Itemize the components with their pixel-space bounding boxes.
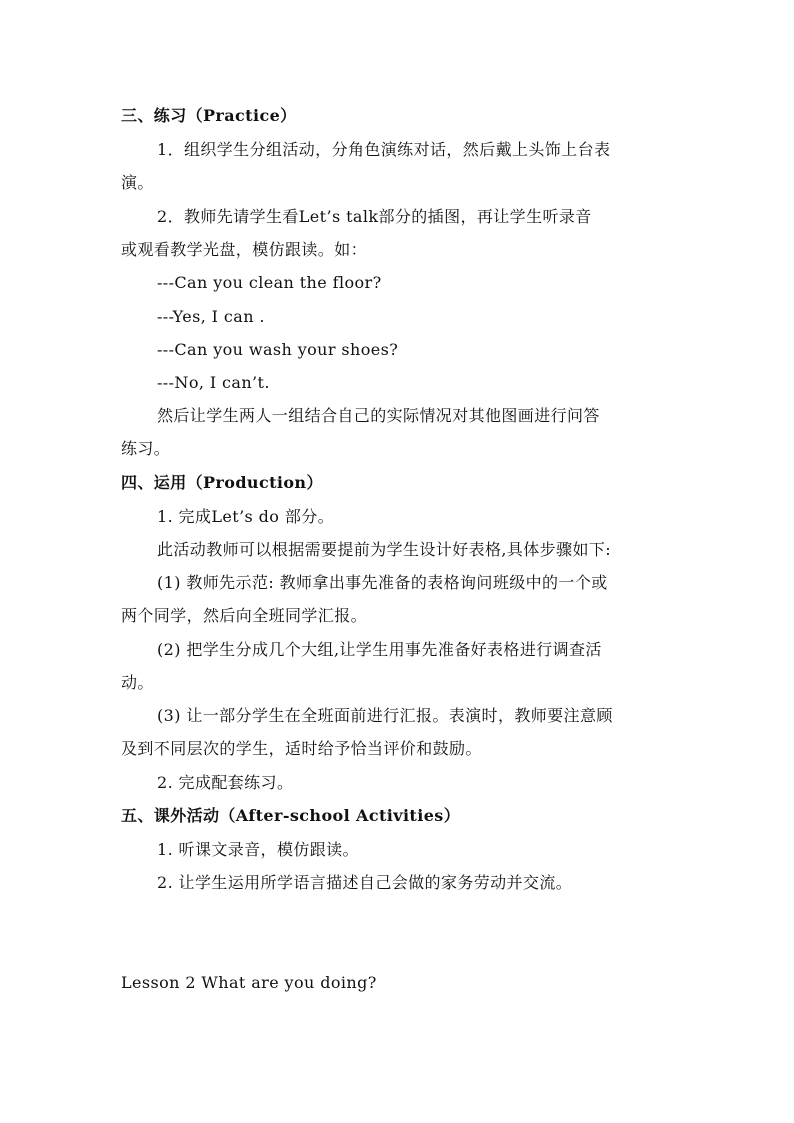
- practice-paragraph-line-1: 然后让学生两人一组结合自己的实际情况对其他图画进行问答: [157, 406, 600, 425]
- production-step-3-line-2: 及到不同层次的学生，适时给予恰当评价和鼓励。: [121, 739, 482, 758]
- production-intro: 此活动教师可以根据需要提前为学生设计好表格,具体步骤如下:: [157, 540, 612, 559]
- dialog-line: ---No, I can’t.: [157, 373, 270, 392]
- production-step-2-line-2: 动。: [121, 673, 154, 692]
- production-item-2: 2. 完成配套练习。: [157, 773, 294, 792]
- production-step-2-line-1: (2) 把学生分成几个大组,让学生用事先准备好表格进行调查活: [157, 640, 602, 659]
- after-school-item-2: 2. 让学生运用所学语言描述自己会做的家务劳动并交流。: [157, 873, 573, 892]
- practice-paragraph-line-2: 练习。: [121, 439, 171, 458]
- dialog-line: ---Can you clean the floor?: [157, 273, 382, 292]
- practice-item-1-line-1: 1．组织学生分组活动，分角色演练对话，然后戴上头饰上台表: [157, 140, 611, 159]
- practice-item-2-line-1: 2．教师先请学生看Let’s talk部分的插图，再让学生听录音: [157, 207, 592, 226]
- dialog-line: ---Can you wash your shoes?: [157, 340, 399, 359]
- lesson-title: Lesson 2 What are you doing?: [121, 973, 377, 992]
- section-heading-after-school: 五、课外活动（After-school Activities）: [121, 806, 461, 825]
- practice-item-1-line-2: 演。: [121, 173, 154, 192]
- production-item-1: 1. 完成Let’s do 部分。: [157, 507, 335, 526]
- production-step-1-line-2: 两个同学，然后向全班同学汇报。: [121, 606, 368, 625]
- production-step-1-line-1: (1) 教师先示范: 教师拿出事先准备的表格询问班级中的一个或: [157, 573, 608, 592]
- practice-item-2-line-2: 或观看教学光盘，模仿跟读。如：: [121, 240, 368, 259]
- production-step-3-line-1: (3) 让一部分学生在全班面前进行汇报。表演时，教师要注意顾: [157, 706, 613, 725]
- section-heading-practice: 三、练习（Practice）: [121, 106, 297, 125]
- after-school-item-1: 1. 听课文录音，模仿跟读。: [157, 840, 359, 859]
- section-heading-production: 四、运用（Production）: [121, 473, 323, 492]
- dialog-line: ---Yes, I can .: [157, 307, 265, 326]
